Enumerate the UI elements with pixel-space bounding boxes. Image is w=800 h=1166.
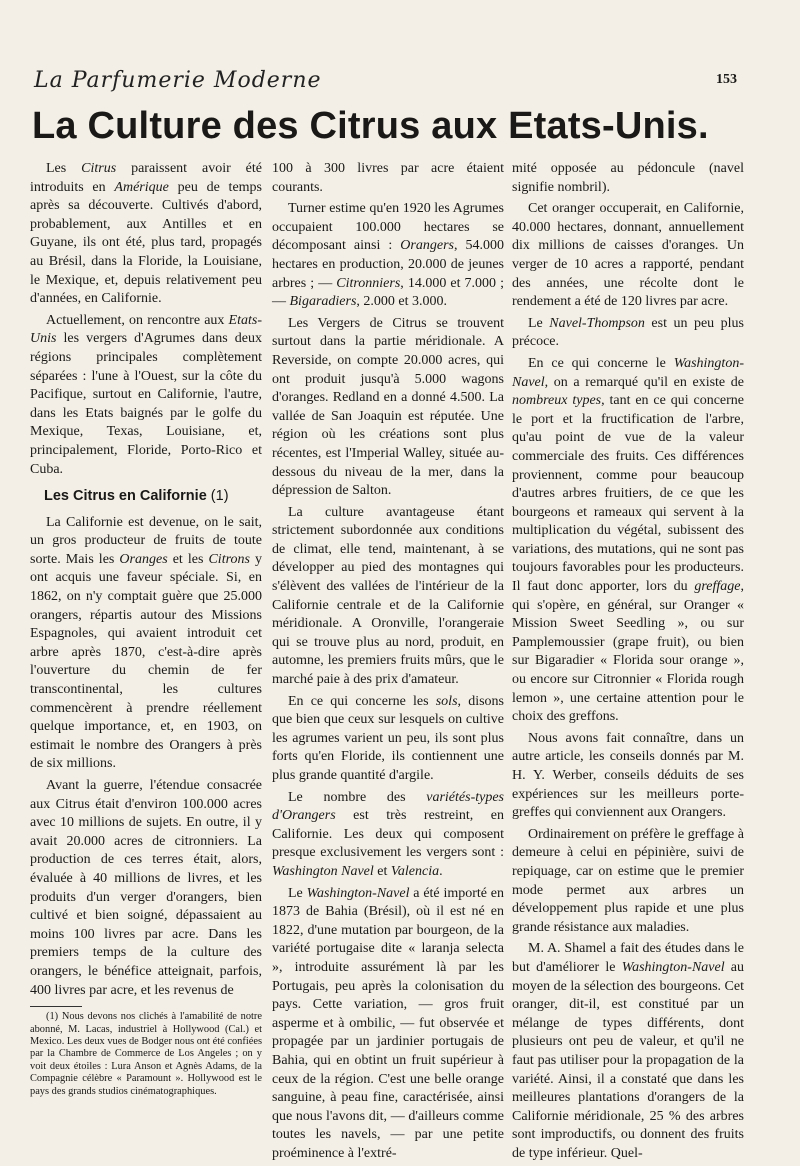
paragraph: En ce qui concerne les sols, disons que bien que ceux sur lesquels on cultive les agrumes varient un peu, ils sont plus forts qu'en Floride, ils contiennent une plus grande quantité d'argile. — [272, 693, 504, 783]
footnote: (1) Nous devons nos clichés à l'amabilité de notre abonné, M. Lacas, industriel à Hollywood (Cal.) et Mexico. Les deux vues de Bodger nous ont été confiées par la Chambre de Commerce de Los Angeles ; on y voit deux étoiles : Lura Anson et Agnès Adams, de la Compagnie célèbre « Paramount ». Hollywood est le pays des grands studios cinématographiques. — [30, 1011, 262, 1097]
paragraph: Actuellement, on rencontre aux Etats-Unis les vergers d'Agrumes dans deux régions principales complètement séparées : l'une à l'Ouest, sur la côte du Pacifique, surtout en Californie, l'autre, dans les Etats baignés par le golfe du Mexique, Texas, Louisiane, et, principalement, Floride, Porto-Rico et Cuba. — [30, 312, 262, 477]
column-1 — [30, 160, 262, 1101]
masthead: La Parfumerie Moderne — [34, 68, 322, 93]
paragraph: Ordinairement on préfère le greffage à demeure à celui en pépinière, suivi de repiquage, car on estime que le premier mode permet aux arbres un développement plus rapide et une plus grande résistance aux maladies. — [512, 826, 744, 935]
paragraph: Le nombre des variétés-types d'Orangers est très restreint, en Californie. Les deux qui composent presque exclusivement les vergers sont : Washington Navel et Valencia. — [272, 789, 504, 879]
paragraph: mité opposée au pédoncule (navel signifie nombril). — [512, 161, 744, 195]
paragraph: La culture avantageuse étant strictement subordonnée aux conditions de climat, elle tend, maintenant, à se développer au pied des montagnes qui s'élèvent des vallées de l'intérieur de la Californie centrale et de la Californie méridionale. A Oronville, l'orangeraie qui se trouve plus au nord, produit, en automne, les premiers fruits mûrs, que le marché paie à des prix d'amateur. — [272, 504, 504, 688]
article-title: La Culture des Citrus aux Etats-Unis. — [32, 105, 709, 147]
paragraph: M. A. Shamel a fait des études dans le but d'améliorer le Washington-Navel au moyen de la sélection des bourgeons. Cet oranger, dit-il, est constitué par un mélange de types différents, dont plusieurs ont peu de valeur, et qu'il ne faut pas utiliser pour la propagation de la variété. Ainsi, il a constaté que dans les meilleures plantations d'orangers de la Californie méridionale, 25 % des arbres sont improductifs, ou donnent des fruits de type inférieur. Quel- — [512, 941, 744, 1161]
paragraph: Nous avons fait connaître, dans un autre article, les conseils donnés par M. H. Y. Werber, conseils déduits de ses expériences sur les meilleurs porte-greffes qui conviennent aux Orangers. — [512, 730, 744, 821]
section-heading: Les Citrus en Californie (1) — [44, 488, 229, 505]
footnote-rule — [30, 1006, 82, 1007]
column-3 — [512, 160, 744, 1166]
paragraph: Turner estime qu'en 1920 les Agrumes occupaient 100.000 hectares se décomposant ainsi : Orangers, 54.000 hectares en production, 20.000 de jeunes arbres ; — Citronniers, 14.000 et 7.000 ; — Bigaradiers, 2.000 et 3.000. — [272, 201, 504, 310]
paragraph: Le Washington-Navel a été importé en 1873 de Bahia (Brésil), où il est né en 1822, d'une mutation par bourgeon, de la variété portugaise dite « laranja selecta », introduite assurément là par les Portugais, peu après la colonisation du pays. Cette variation, — gros fruit asperme et à ombilic, — fut observée et propagée par un jardinier portugais de Bahia, qui en obtint un fruit supérieur à ceux de la région. C'est une belle orange sanguine, à peau fine, caractérisée, ainsi que nous l'avons dit, — d'ailleurs comme toutes les navels, — par une petite proéminence à l'extré- — [272, 885, 505, 1161]
paragraph: Les Vergers de Citrus se trouvent surtout dans la partie méridionale. A Reverside, on compte 20.000 acres, qui ont produit jusqu'à 5.000 wagons d'oranges. Redland en a donné 4.500. La vallée de San Joaquin est réputée. Une région où les créations sont plus récentes, est l'Imperial Walley, située au-dessous du niveau de la mer, dans la dépression de Salton. — [272, 315, 504, 499]
paragraph: En ce qui concerne le Washington-Navel, on a remarqué qu'il en existe de nombreux types, tant en ce qui concerne le port et la fructification de l'arbre, qu'au point de vue de la valeur commerciale des fruits. Ces différences proviennent, comme pour beaucoup d'autres arbres fruitiers, de ce que les bourgeons et rameaux qui servent à la multiplication du végétal, subissent des variations, des mutations, qui ne sont pas toujours favorables pour les producteurs. Il faut donc apporter, lors du greffage, qui s'opère, en général, sur Oranger « Mission Sweet Seedling », ou sur Pamplemoussier (grape fruit), ou bien sur Bigaradier « Florida sour orange », ou encore sur Citronnier « Florida rough lemon », une certaine attention pour le choix des greffons. — [512, 355, 745, 725]
page-number: 153 — [716, 72, 737, 87]
paragraph: 100 à 300 livres par acre étaient courants. — [272, 161, 504, 195]
paragraph: Les Citrus paraissent avoir été introduits en Amérique peu de temps après sa découverte. Cultivés d'abord, probablement, aux Antilles et en Guyane, ils ont été, plus tard, propagés au Brésil, dans la Floride, la Louisiane, le Mexique, et, depuis relativement peu d'années, en Californie. — [30, 161, 262, 307]
column-2 — [272, 160, 504, 1166]
paragraph: Avant la guerre, l'étendue consacrée aux Citrus était d'environ 100.000 acres avec 10 millions de sujets. En outre, il y avait 20.000 acres de citronniers. La production de ces terres était, alors, évaluée à 40 millions de livres, et les produits d'un verger d'orangers, bien cultivé et bien soigné, dépassaient au moins 100 livres par acre. Dans les premiers temps de la culture des orangers, le bénéfice atteignait, parfois, 400 livres par acre, et les revenus de — [30, 778, 262, 998]
paragraph: Le Navel-Thompson est un peu plus précoce. — [512, 315, 745, 350]
paragraph: La Californie est devenue, on le sait, un gros producteur de fruits de toute sorte. Mais les Oranges et les Citrons y ont acquis une faveur spéciale. Si, en 1862, on n'y comptait guère que 25.000 orangers, répartis autour des Missions Espagnoles, qui avaient introduit cet arbre après 1870, c'est-à-dire après l'ouverture du chemin de fer transcontinental, les cultures commencèrent à prendre réellement quelque importance, et, en 1903, on estimait le nombre des Orangers à près de six millions. — [30, 514, 263, 772]
footnote-ref: (1) — [210, 488, 229, 505]
paragraph: Cet oranger occuperait, en Californie, 40.000 hectares, donnant, annuellement dix millions de caisses d'oranges. Un verger de 10 acres a rapporté, pendant des années, une récolte dont le rendement a été de 120 livres par acre. — [512, 201, 744, 310]
